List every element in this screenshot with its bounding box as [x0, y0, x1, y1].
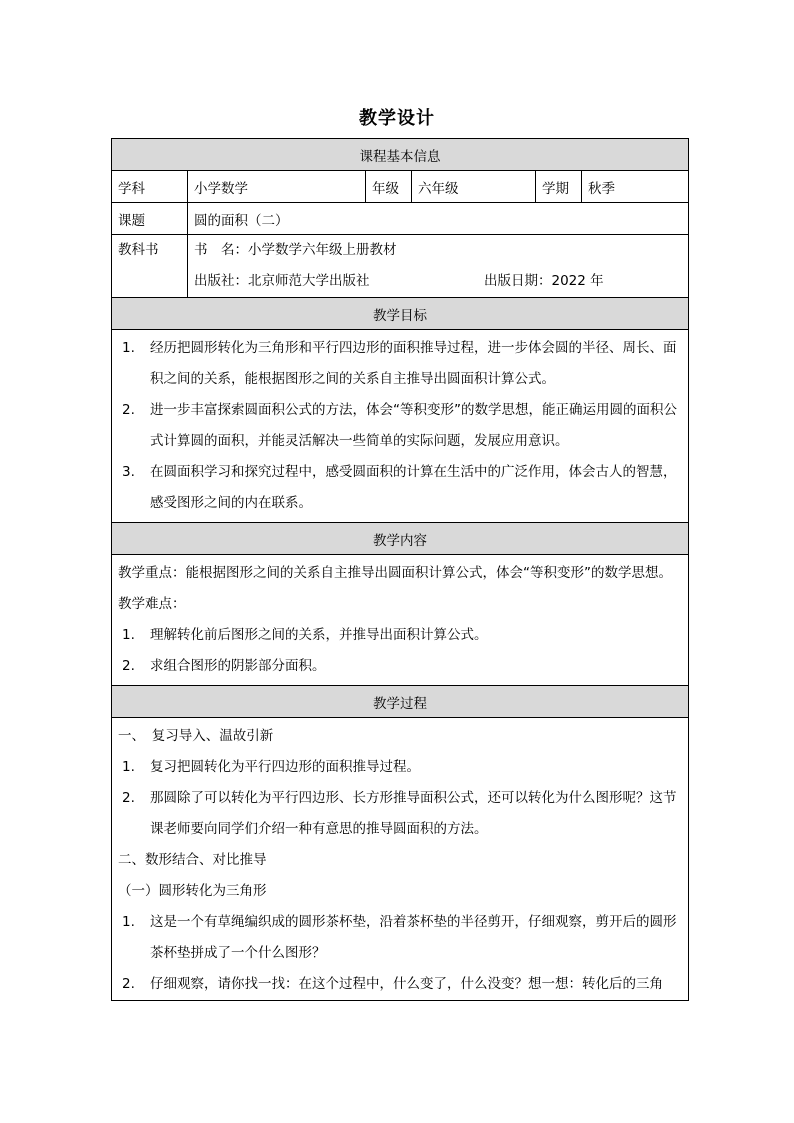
item-number: 2. — [122, 790, 135, 806]
grade-value: 六年级 — [412, 171, 536, 203]
item-text: 经历把圆形转化为三角形和平行四边形的面积推导过程，进一步体会圆的半径、周长、面积之间的关系，能根据图形之间的关系自主推导出圆面积计算公式。 — [150, 340, 677, 387]
grade-label: 年级 — [366, 171, 412, 203]
textbook-label: 教科书 — [112, 235, 188, 298]
publisher-line — [194, 266, 682, 297]
step2-subtitle: （一）圆形转化为三角形 — [118, 883, 267, 899]
item-text: 这是一个有草绳编织成的圆形茶杯垫，沿着茶杯垫的半径剪开，仔细观察，剪开后的圆形茶杯垫拼成了一个什么图形？ — [150, 914, 677, 961]
publisher-value: 北京师范大学出版社 — [248, 273, 370, 289]
step1-item — [118, 752, 684, 783]
objective-item — [118, 457, 684, 519]
item-text: 在圆面积学习和探究过程中，感受圆面积的计算在生活中的广泛作用，体会古人的智慧，感受图形之间的内在联系。 — [150, 464, 677, 511]
section-header-objectives: 教学目标 — [112, 298, 689, 330]
step2-title: 二、数形结合、对比推导 — [118, 852, 267, 868]
objectives-list — [112, 330, 689, 523]
section-header-process: 教学过程 — [112, 686, 689, 718]
publisher-label: 出版社： — [194, 273, 248, 289]
item-text: 复习把圆转化为平行四边形的面积推导过程。 — [150, 759, 420, 775]
difficult-label: 教学难点： — [118, 596, 186, 612]
topic-value: 圆的面积（二） — [188, 203, 689, 235]
step2-item — [118, 969, 684, 1000]
topic-row — [112, 203, 689, 235]
subject-value: 小学数学 — [188, 171, 366, 203]
textbook-details — [188, 235, 689, 298]
book-name-line — [194, 235, 682, 266]
item-number: 1. — [122, 759, 135, 775]
section-header-course-info: 课程基本信息 — [112, 139, 689, 171]
lesson-plan-table — [111, 138, 689, 1001]
step2-item — [118, 907, 684, 969]
pubdate-value: 2022 年 — [551, 273, 604, 289]
item-number: 1. — [122, 340, 135, 356]
difficulty-item — [118, 651, 684, 682]
key-point-text: 教学重点：能根据图形之间的关系自主推导出圆面积计算公式，体会“等积变形”的数学思想。 — [118, 565, 672, 581]
book-name-label: 书 名： — [194, 242, 248, 258]
step1-title: 一、 复习导入、温故引新 — [118, 728, 274, 744]
process-body — [112, 718, 689, 1001]
pubdate-label: 出版日期： — [484, 273, 552, 289]
subject-label: 学科 — [112, 171, 188, 203]
topic-label: 课题 — [112, 203, 188, 235]
item-text: 仔细观察，请你找一找：在这个过程中，什么变了，什么没变？想一想：转化后的三角 — [150, 976, 663, 992]
term-label: 学期 — [536, 171, 582, 203]
item-number: 2. — [122, 402, 135, 418]
item-number: 3. — [122, 464, 135, 480]
term-value: 秋季 — [582, 171, 689, 203]
item-number: 2. — [122, 658, 135, 674]
item-number: 1. — [122, 914, 135, 930]
book-name-value: 小学数学六年级上册教材 — [248, 242, 397, 258]
step1-item — [118, 783, 684, 845]
course-basic-row — [112, 171, 689, 203]
textbook-row — [112, 235, 689, 298]
difficulty-item — [118, 620, 684, 651]
item-text: 理解转化前后图形之间的关系，并推导出面积计算公式。 — [150, 627, 488, 643]
objective-item — [118, 395, 684, 457]
content-body — [112, 555, 689, 686]
section-header-content: 教学内容 — [112, 523, 689, 555]
document-title: 教学设计 — [359, 108, 435, 129]
objective-item — [118, 333, 684, 395]
item-text: 那圆除了可以转化为平行四边形、长方形推导面积公式，还可以转化为什么图形呢？这节课老师要向同学们介绍一种有意思的推导圆面积的方法。 — [150, 790, 677, 837]
item-number: 1. — [122, 627, 135, 643]
item-number: 2. — [122, 976, 135, 992]
item-text: 进一步丰富探索圆面积公式的方法，体会“等积变形”的数学思想，能正确运用圆的面积公式计算圆的面积，并能灵活解决一些简单的实际问题，发展应用意识。 — [150, 402, 677, 449]
item-text: 求组合图形的阴影部分面积。 — [150, 658, 326, 674]
